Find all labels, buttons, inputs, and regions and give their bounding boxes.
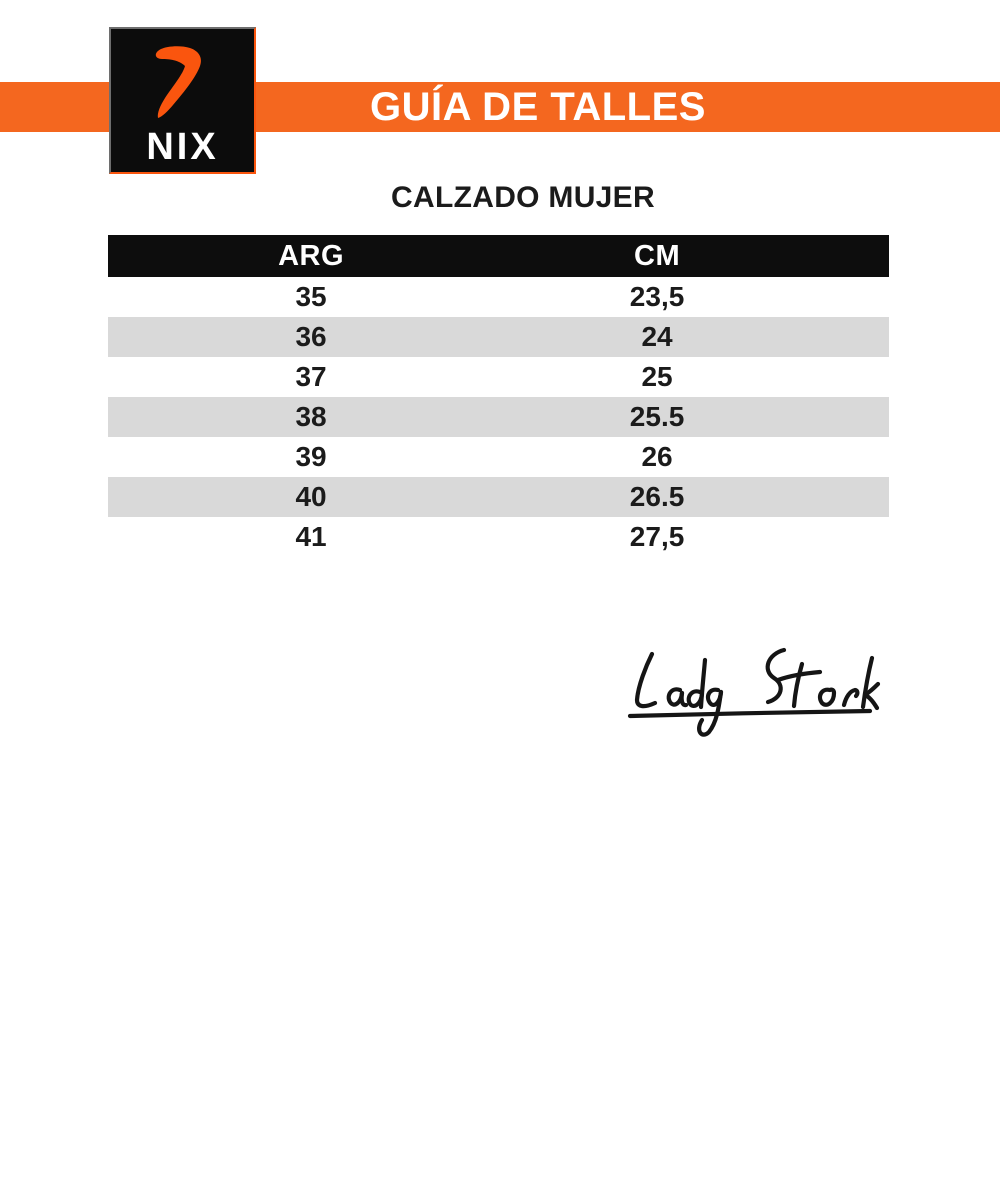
arg-size-cell: 38 (295, 401, 327, 432)
table-row (108, 437, 889, 477)
cm-size-cell: 26.5 (629, 481, 685, 512)
cm-size-cell: 24 (641, 321, 673, 352)
size-table-body (108, 277, 889, 557)
arg-size-cell: 35 (295, 281, 327, 312)
table-row (108, 277, 889, 317)
cm-size-cell: 25.5 (629, 401, 685, 432)
table-row (108, 357, 889, 397)
arg-size-cell: 41 (295, 521, 327, 552)
page-title: GUÍA DE TALLES (370, 85, 706, 129)
column-header-cm: CM (514, 235, 889, 277)
table-header-row (108, 235, 889, 277)
column-header-arg: ARG (108, 235, 514, 277)
table-row (108, 477, 889, 517)
arg-size-cell: 40 (295, 481, 327, 512)
table-row (108, 397, 889, 437)
cm-size-cell: 23,5 (629, 281, 685, 312)
brand-logo-text: NIX (146, 126, 219, 168)
arg-size-cell: 39 (295, 441, 327, 472)
brand-signature (622, 646, 898, 738)
nix-swoosh-icon (145, 45, 213, 121)
table-row (108, 517, 889, 557)
cm-size-cell: 25 (641, 361, 673, 392)
arg-size-cell: 37 (295, 361, 327, 392)
cm-size-cell: 26 (641, 441, 673, 472)
table-row (108, 317, 889, 357)
size-table (108, 235, 889, 557)
lady-stork-signature-icon (622, 646, 898, 738)
brand-logo (109, 27, 256, 174)
section-subtitle: CALZADO MUJER (391, 181, 655, 214)
arg-size-cell: 36 (295, 321, 327, 352)
cm-size-cell: 27,5 (629, 521, 685, 552)
